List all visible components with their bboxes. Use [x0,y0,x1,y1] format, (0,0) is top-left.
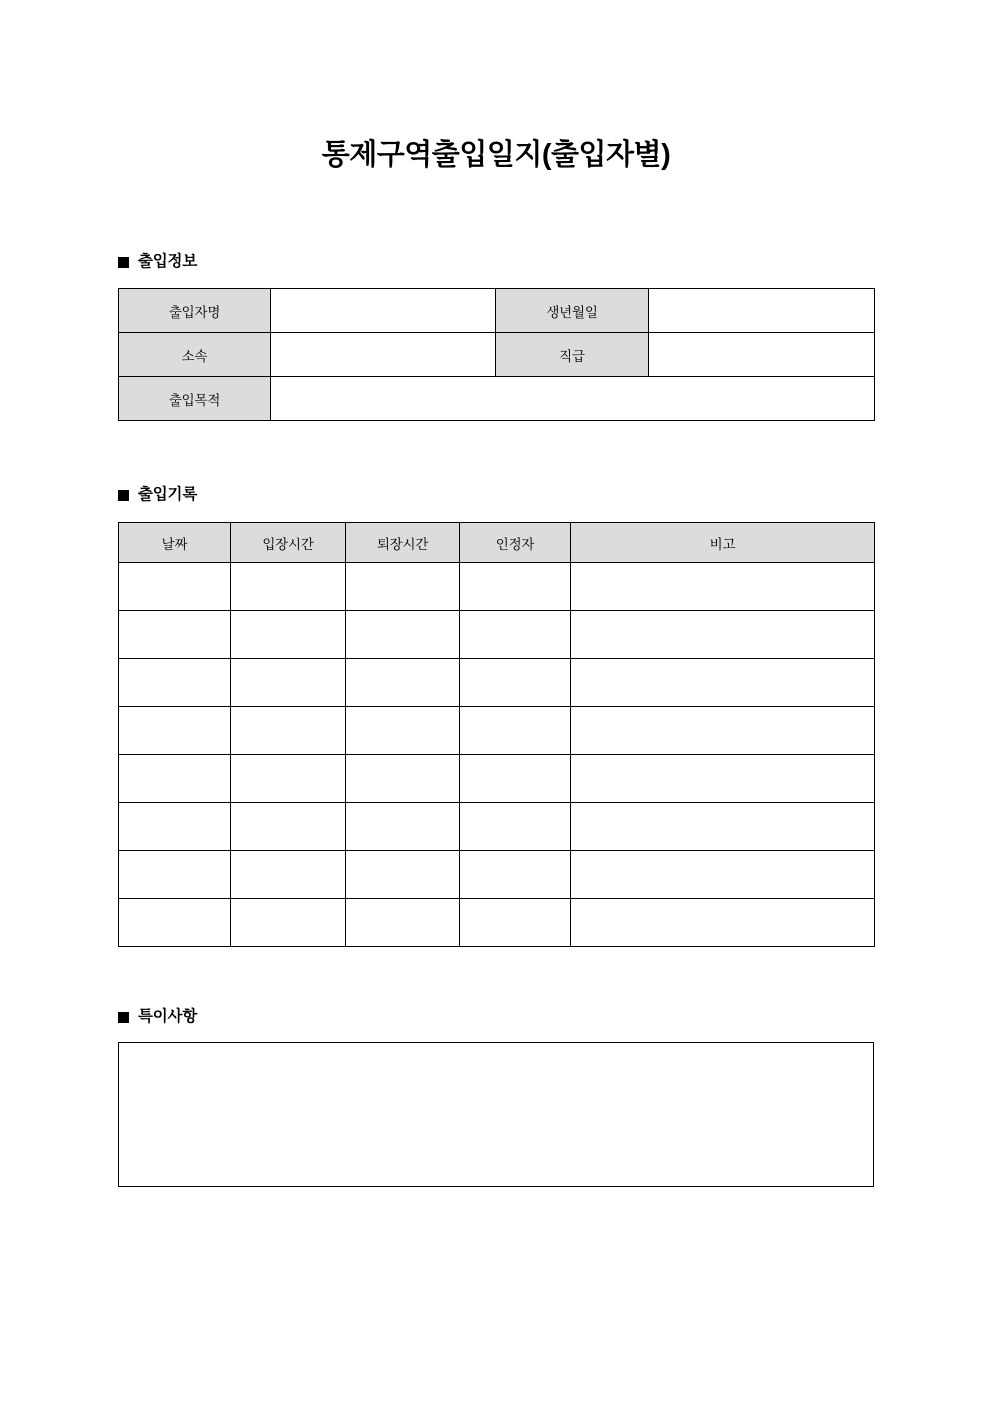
record-cell-approver[interactable] [460,707,571,755]
record-cell-approver[interactable] [460,899,571,947]
record-cell-date[interactable] [119,563,231,611]
record-cell-entry-time[interactable] [231,659,346,707]
record-cell-date[interactable] [119,659,231,707]
value-cell-birthdate[interactable] [649,289,875,333]
value-cell-entry-purpose[interactable] [271,377,875,421]
record-cell-exit-time[interactable] [346,899,460,947]
record-cell-approver[interactable] [460,851,571,899]
page-title: 통제구역출입일지(출입자별) [321,139,671,171]
record-cell-entry-time[interactable] [231,851,346,899]
value-cell-visitor-name[interactable] [271,289,496,333]
record-cell-date[interactable] [119,707,231,755]
record-cell-exit-time[interactable] [346,707,460,755]
section-heading-entry-info-label: 출입정보 [138,253,198,270]
record-cell-entry-time[interactable] [231,707,346,755]
table-row [119,659,875,707]
record-cell-remarks[interactable] [571,851,875,899]
record-cell-date[interactable] [119,611,231,659]
table-row [119,377,875,421]
table-row [119,755,875,803]
entry-info-table [118,288,875,421]
special-notes-box[interactable] [118,1042,874,1187]
record-cell-remarks[interactable] [571,659,875,707]
section-heading-special-notes-label: 특이사항 [138,1008,198,1025]
record-cell-remarks[interactable] [571,707,875,755]
record-cell-remarks[interactable] [571,803,875,851]
record-cell-entry-time[interactable] [231,563,346,611]
label-cell-birthdate: 생년월일 [496,289,649,333]
record-cell-exit-time[interactable] [346,755,460,803]
value-cell-affiliation[interactable] [271,333,496,377]
record-cell-entry-time[interactable] [231,755,346,803]
table-row [119,899,875,947]
record-cell-date[interactable] [119,851,231,899]
label-cell-affiliation: 소속 [119,333,271,377]
record-cell-date[interactable] [119,803,231,851]
record-cell-remarks[interactable] [571,755,875,803]
table-row [119,333,875,377]
table-row [119,851,875,899]
record-cell-remarks[interactable] [571,611,875,659]
square-bullet-icon [118,257,129,268]
record-cell-approver[interactable] [460,755,571,803]
record-cell-approver[interactable] [460,611,571,659]
table-row [119,563,875,611]
section-heading-entry-info [118,251,197,273]
record-cell-exit-time[interactable] [346,659,460,707]
label-cell-entry-purpose: 출입목적 [119,377,271,421]
record-cell-approver[interactable] [460,563,571,611]
value-cell-position[interactable] [649,333,875,377]
record-cell-entry-time[interactable] [231,611,346,659]
record-cell-entry-time[interactable] [231,803,346,851]
square-bullet-icon [118,1012,129,1023]
square-bullet-icon [118,490,129,501]
column-header-entry-time: 입장시간 [231,523,346,563]
label-cell-visitor-name: 출입자명 [119,289,271,333]
record-cell-date[interactable] [119,755,231,803]
record-cell-exit-time[interactable] [346,851,460,899]
table-header-row [119,523,875,563]
record-cell-approver[interactable] [460,659,571,707]
label-cell-position: 직급 [496,333,649,377]
table-row [119,707,875,755]
column-header-remarks: 비고 [571,523,875,563]
column-header-approver: 인정자 [460,523,571,563]
column-header-date: 날짜 [119,523,231,563]
record-cell-exit-time[interactable] [346,803,460,851]
record-cell-approver[interactable] [460,803,571,851]
table-row [119,289,875,333]
special-notes-text [119,1043,873,1060]
section-heading-entry-record-label: 출입기록 [138,486,198,503]
table-row [119,611,875,659]
record-cell-entry-time[interactable] [231,899,346,947]
table-row [119,803,875,851]
record-cell-date[interactable] [119,899,231,947]
record-cell-remarks[interactable] [571,563,875,611]
section-heading-entry-record [118,484,197,506]
record-cell-exit-time[interactable] [346,563,460,611]
entry-record-table [118,522,875,947]
record-cell-remarks[interactable] [571,899,875,947]
section-heading-special-notes [118,1006,197,1028]
column-header-exit-time: 퇴장시간 [346,523,460,563]
record-cell-exit-time[interactable] [346,611,460,659]
